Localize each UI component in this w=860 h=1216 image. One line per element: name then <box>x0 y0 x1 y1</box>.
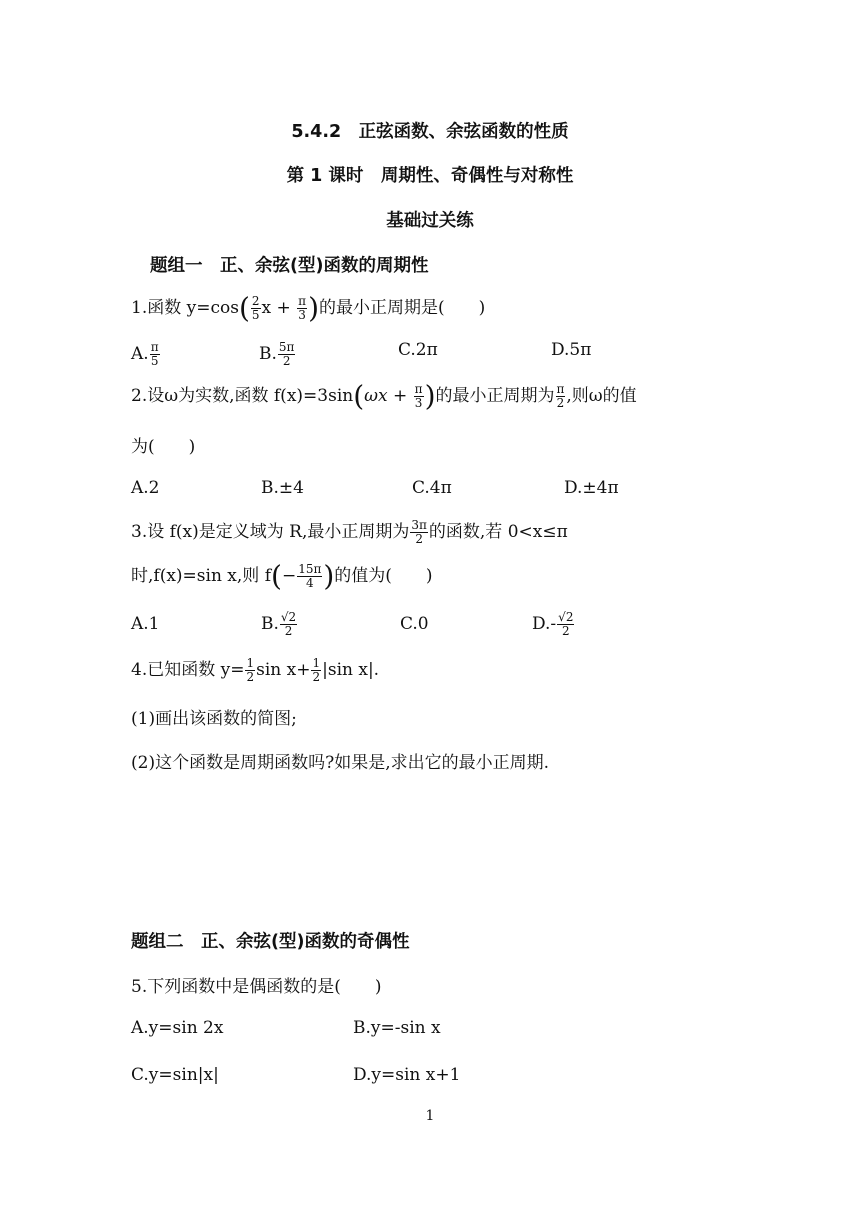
group2-title: 题组二 正、余弦(型)函数的奇偶性 <box>131 932 410 952</box>
q3-option-a: A.1 <box>131 614 160 634</box>
q5-option-c: C.y=sin|x| <box>131 1065 219 1085</box>
question-2: 2.设ω为实数,函数 f(x)=3sin(ωx + $\frac{\pi}{3}$ )的最小正周期为 $\frac{\pi}{2}$ ,则ω的值 <box>131 379 637 413</box>
q2-option-b: B.±4 <box>261 478 304 498</box>
q3-option-d: D.- $\frac{√2}{2}$ <box>532 610 574 638</box>
q3-option-b: B. $\frac{√2}{2}$ <box>261 610 297 638</box>
question-3-line2: 时,f(x)=sin x,则 f(− $\frac{15\pi}{4}$ )的值为( ) <box>131 559 433 593</box>
q5-option-b: B.y=-sin x <box>353 1018 441 1038</box>
q2-option-c: C.4π <box>412 478 452 498</box>
q1-option-c: C.2π <box>398 340 438 360</box>
q1-option-b: B. $\frac{5\pi}{2}$ <box>259 340 295 368</box>
q1-option-a: A. $\frac{\pi}{5}$ <box>131 340 159 368</box>
fraction: $\frac{2}{5}$ <box>251 294 260 322</box>
question-4: 4.已知函数 y= $\frac{1}{2}$ sin x+ $\frac{1}{2}$ |sin x|. <box>131 656 380 684</box>
question-4-part1: (1)画出该函数的简图; <box>131 709 297 729</box>
fraction: $\frac{\pi}{3}$ <box>298 294 307 322</box>
question-1: 1.函数 y=cos( $\frac{2}{5}$ x + $\frac{\pi}{3}$ )的最小正周期是( ) <box>131 291 486 325</box>
lesson-title: 第 1 课时 周期性、奇偶性与对称性 <box>286 166 574 186</box>
q2-option-d: D.±4π <box>564 478 619 498</box>
q5-option-d: D.y=sin x+1 <box>353 1065 461 1085</box>
q5-option-a: A.y=sin 2x <box>131 1018 224 1038</box>
question-2-line2: 为( ) <box>131 437 196 457</box>
section-title: 5.4.2 正弦函数、余弦函数的性质 <box>291 122 569 142</box>
question-5: 5.下列函数中是偶函数的是( ) <box>131 977 382 997</box>
q1-option-d: D.5π <box>551 340 592 360</box>
group1-title: 题组一 正、余弦(型)函数的周期性 <box>150 256 429 276</box>
q3-option-c: C.0 <box>400 614 429 634</box>
page-number: 1 <box>425 1108 435 1124</box>
q2-option-a: A.2 <box>131 478 160 498</box>
question-4-part2: (2)这个函数是周期函数吗?如果是,求出它的最小正周期. <box>131 753 550 773</box>
question-3: 3.设 f(x)是定义域为 R,最小正周期为 $\frac{3\pi}{2}$ 的函数,若 0<x≤π <box>131 518 568 546</box>
practice-title: 基础过关练 <box>386 211 474 231</box>
